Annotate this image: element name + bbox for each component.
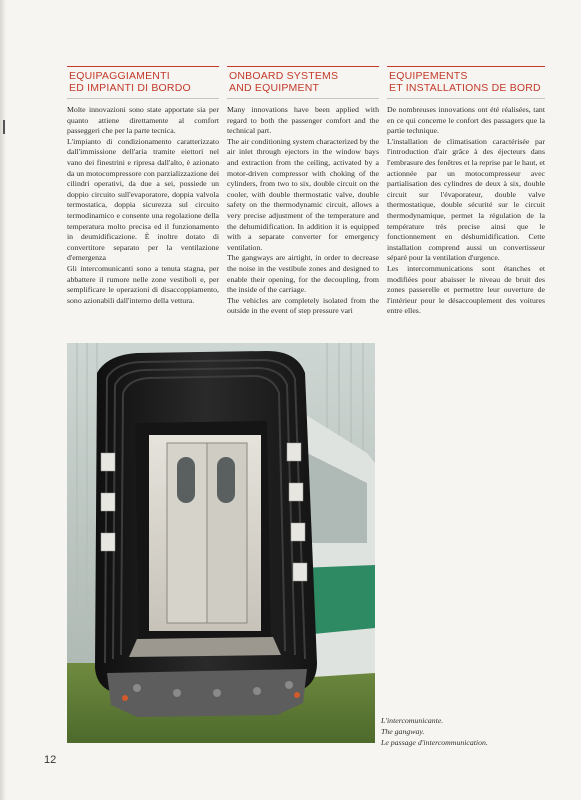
- coupler-base: [107, 669, 307, 717]
- column-heading: EQUIPEMENTS ET INSTALLATIONS DE BORD: [389, 70, 541, 94]
- margin-mark: [3, 120, 11, 134]
- door-window-left: [177, 457, 195, 503]
- caption-english: The gangway.: [381, 727, 425, 736]
- column-heading: EQUIPAGGIAMENTI ED IMPIANTI DI BORDO: [69, 70, 191, 94]
- caption-french: Le passage d'intercommunication.: [381, 738, 488, 747]
- column-italian: [67, 66, 219, 306]
- door-window-right: [217, 457, 235, 503]
- column-body: Molte innovazioni sono state apportate sia per quanto attiene direttamente al comfort passeggeri che per la parte tecnica. L'impianto di condizionamento caratterizzato dall'immissione dell'aria tramite eiettori nel vano dei finestrini e ripresa dall'alto, è azionato da un motocompressore con parzializzazione dei cilindri operativi, da due a sei, possiede un doppio circuito sull'evaporatore, doppia valvola termostatica, doppia sicurezza sul circuito termodinamico e consente una regolazione della temperatura molto precisa ed il funzionamento in deumidificazione. È inoltre dotato di convertitore separato per la ventilazione d'emergenza Gli intercomunicanti sono a tenuta stagna, per abbattere il rumore nelle zone vestiboli e, per semplificare le operazioni di disaccoppiamento, sono azionabili dall'interno della vettura.: [67, 105, 219, 305]
- floor-plate: [129, 637, 281, 657]
- column-heading: ONBOARD SYSTEMS AND EQUIPMENT: [229, 70, 339, 94]
- page-number: 12: [44, 754, 57, 766]
- caption-italian: L'intercomunicante.: [381, 716, 444, 725]
- heading-rule: [387, 98, 545, 99]
- photo-caption: [381, 715, 551, 748]
- heading-rule: [227, 98, 379, 99]
- column-body: De nombreuses innovations ont été réalisées, tant en ce qui concerne le confort des passagers que la partie technique. L'installation de climatisation caractérisée par l'introduction d'air grâce à des éjecteurs dans l'embrasure des fenêtres et la reprise par le haut, et actionnée par un motocompresseur avec partialisation des cylindres de deux à six, double circuit sur l'évaporateur, double valve thermostatique, double sécurité sur le circuit thermodynamique, permet la régulation de la température très precise ainsi que le fonctionnement en déshumidification. Cette installation comprend aussi un convertisseur séparé pour la ventilation d'urgence. Les intercommunications sont étanches et modifiées pour abaisser le niveau de bruit des zones passerelle et permettre leur ouverture de l'intérieur pour le désaccouplement des voitures entre elles.: [387, 105, 545, 316]
- heading-rule: [67, 98, 219, 99]
- column-english: [227, 66, 379, 317]
- gangway-photo: [67, 343, 375, 743]
- column-french: [387, 66, 545, 317]
- column-body: Many innovations have been applied with regard to both the passenger comfort and the technical part. The air conditioning system characterized by the air inlet through ejectors in the window bays and extraction from the ceiling, activated by a motor-driven compressor with choking of the cylinders, from two to six, double circuit on the cooler, with double thermostatic valve, double safety on the thermodynamic circuit, allows a very precise adjustment of the temperature and the dehumidification. In addition it is equipped with a separate converter for emergency ventilation. The gangways are airtight, in order to decrease the noise in the vestibule zones and designed to enable their opening, for the decoupling, from the inside of the carriage. The vehicles are completely isolated from the outside in the event of step pressure vari: [227, 105, 379, 316]
